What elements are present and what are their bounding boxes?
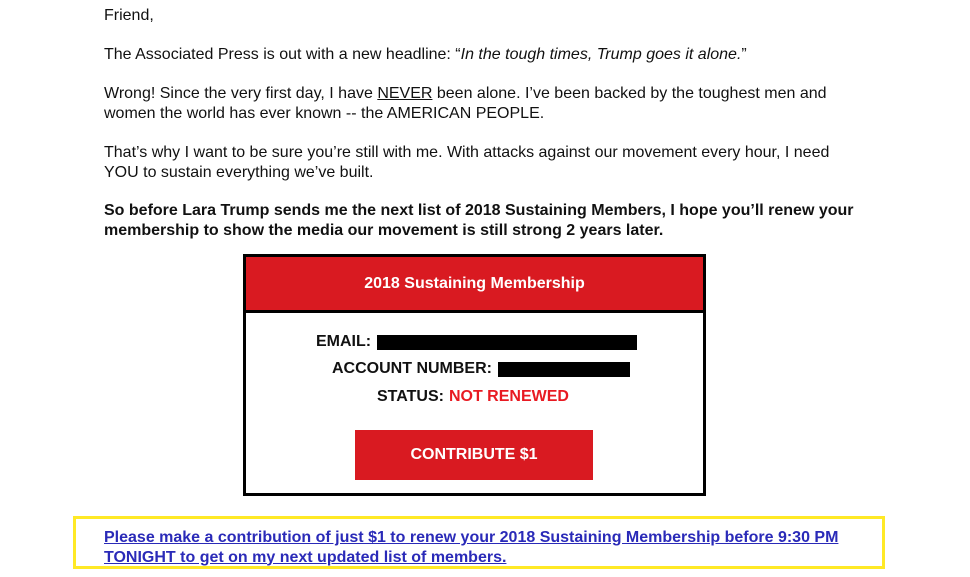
renew-request-paragraph: So before Lara Trump sends me the next list of 2018 Sustaining Members, I hope you’ll renew your membership to show the media our movement is still strong 2 years later. [104, 202, 854, 239]
account-number-redaction [498, 362, 630, 377]
ap-paragraph [104, 45, 747, 65]
account-number-label: ACCOUNT NUMBER: [332, 360, 492, 377]
wrong-prefix: Wrong! Since the very first day, I have [104, 85, 378, 102]
account-number-row [332, 360, 630, 378]
membership-card-title: 2018 Sustaining Membership [246, 257, 703, 313]
wrong-paragraph [104, 84, 844, 123]
why-paragraph: That’s why I want to be sure you’re still with me. With attacks against our movement every hour, I need YOU to sustain everything we’ve built. [104, 144, 830, 181]
status-label: STATUS: [377, 388, 444, 405]
contribute-button[interactable]: CONTRIBUTE $1 [355, 430, 593, 480]
never-emphasis: NEVER [377, 85, 433, 102]
status-row [377, 388, 569, 406]
wrong-suffix: been alone. I’ve been backed by the toughest men and women the world has ever known -- the AMERICAN PEOPLE. [104, 85, 827, 122]
membership-card [243, 254, 706, 496]
ap-suffix: ” [741, 46, 747, 63]
ap-prefix: The Associated Press is out with a new headline: “ [104, 46, 461, 63]
email-redaction [377, 335, 637, 350]
status-value: NOT RENEWED [448, 388, 569, 405]
renew-membership-link[interactable]: Please make a contribution of just $1 to renew your 2018 Sustaining Membership before 9:30 PM TONIGHT to get on my next updated list of members. [104, 529, 839, 566]
email-row [316, 333, 637, 351]
ap-headline: In the tough times, Trump goes it alone. [460, 46, 742, 63]
greeting: Friend, [104, 7, 154, 24]
email-label: EMAIL: [316, 333, 372, 350]
